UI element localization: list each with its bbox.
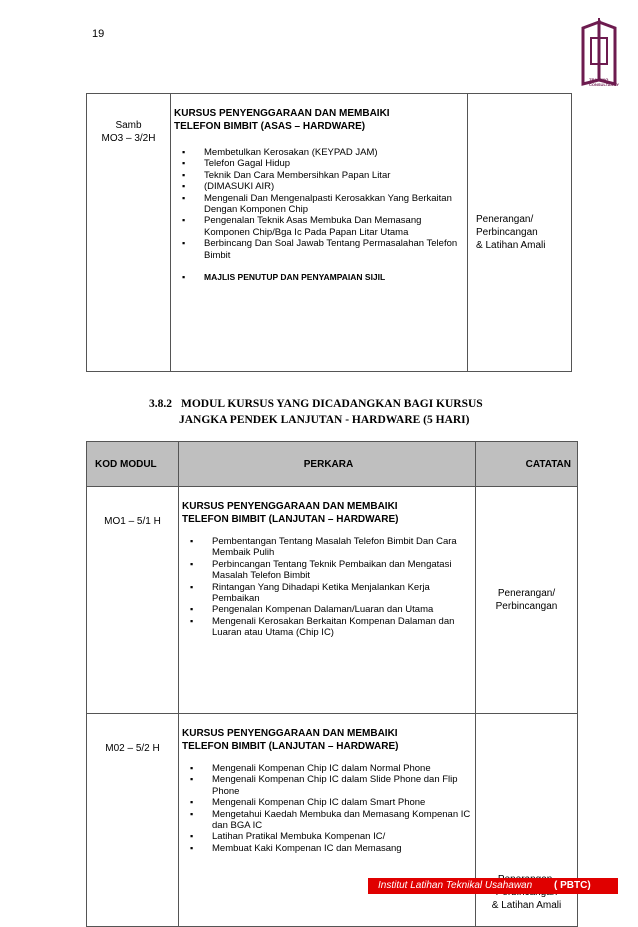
list-item: ▪ Membuat Kaki Kompenan IC dan Memasang <box>182 843 475 854</box>
list-item: ▪ Mengenali Kompenan Chip IC dalam Normal Phone <box>182 763 475 774</box>
module-table-continued <box>86 93 572 372</box>
logo-caption: TRAINING CONSULTANCY <box>589 77 620 87</box>
footer-institute: Institut Latihan Teknikal Usahawan <box>378 880 533 891</box>
closing-item: ▪ MAJLIS PENUTUP DAN PENYAMPAIAN SIJIL <box>174 272 467 283</box>
table-row <box>87 487 578 714</box>
course-title: KURSUS PENYENGGARAAN DAN MEMBAIKI TELEFON BIMBIT (LANJUTAN – HARDWARE) <box>182 501 399 525</box>
list-item: ▪ Pembentangan Tentang Masalah Telefon Bimbit Dan Cara Membaik Pulih <box>182 536 475 559</box>
topic-list <box>182 536 475 639</box>
module-table <box>86 441 578 927</box>
list-item: ▪ Membetulkan Kerosakan (KEYPAD JAM) <box>174 147 467 158</box>
header-catatan: CATATAN <box>476 442 578 487</box>
list-item: ▪ Pengenalan Teknik Asas Membuka Dan Memasang Komponen Chip/Bga Ic Pada Papan Litar Utama <box>174 215 467 238</box>
footer-code: ( PBTC) <box>554 880 591 891</box>
perkara-cell <box>179 487 476 714</box>
page-number: 19 <box>92 28 105 40</box>
section-heading <box>149 396 483 428</box>
course-title: KURSUS PENYENGGARAAN DAN MEMBAIKI TELEFON BIMBIT (ASAS – HARDWARE) <box>174 108 390 132</box>
kod-cell: MO1 – 5/1 H <box>87 487 179 714</box>
perkara-cell <box>171 94 468 372</box>
list-item: ▪ Perbincangan Tentang Teknik Pembaikan dan Mengatasi Masalah Telefon Bimbit <box>182 559 475 582</box>
kod-cell: M02 – 5/2 H <box>87 714 179 927</box>
list-item: ▪ Mengetahui Kaedah Membuka dan Memasang Kompenan IC dan BGA IC <box>182 809 475 832</box>
course-title: KURSUS PENYENGGARAAN DAN MEMBAIKI TELEFON BIMBIT (LANJUTAN – HARDWARE) <box>182 728 399 752</box>
list-item: ▪ Telefon Gagal Hidup <box>174 158 467 169</box>
table-row <box>87 94 572 372</box>
list-item: ▪ (DIMASUKI AIR) <box>174 181 467 192</box>
catatan-cell: Penerangan/ Perbincangan <box>476 487 578 714</box>
list-item: ▪ Mengenali Kompenan Chip IC dalam Smart Phone <box>182 797 475 808</box>
perkara-cell <box>179 714 476 927</box>
kod-cell: Samb MO3 – 3/2H <box>87 94 171 372</box>
section-number: 3.8.2 <box>149 398 172 410</box>
topic-list <box>182 763 475 854</box>
table-header <box>87 442 578 487</box>
section-title-line2: JANGKA PENDEK LANJUTAN - HARDWARE (5 HARI) <box>179 414 470 426</box>
list-item: ▪ Berbincang Dan Soal Jawab Tentang Permasalahan Telefon Bimbit <box>174 238 467 261</box>
list-item: ▪ Pengenalan Kompenan Dalaman/Luaran dan Utama <box>182 604 475 615</box>
topic-list <box>174 147 467 283</box>
list-item: ▪ Mengenali Dan Mengenalpasti Kerosakkan Yang Berkaitan Dengan Komponen Chip <box>174 193 467 216</box>
list-item: ▪ Rintangan Yang Dihadapi Ketika Menjalankan Kerja Pembaikan <box>182 582 475 605</box>
list-item: ▪ Latihan Pratikal Membuka Kompenan IC/ <box>182 831 475 842</box>
catatan-cell: & Latihan Amali <box>476 714 578 927</box>
list-item: ▪ Teknik Dan Cara Membersihkan Papan Litar <box>174 170 467 181</box>
catatan-cell: Penerangan/ Perbincangan & Latihan Amali <box>468 94 572 372</box>
footer-banner <box>368 878 618 894</box>
section-title-line1: MODUL KURSUS YANG DICADANGKAN BAGI KURSUS <box>181 398 483 410</box>
list-item: ▪ Mengenali Kerosakan Berkaitan Kompenan Dalaman dan Luaran atau Utama (Chip IC) <box>182 616 475 639</box>
header-kod: KOD MODUL <box>87 442 179 487</box>
header-perkara: PERKARA <box>179 442 476 487</box>
list-item: ▪ Mengenali Kompenan Chip IC dalam Slide Phone dan Flip Phone <box>182 774 475 797</box>
table-row <box>87 714 578 927</box>
